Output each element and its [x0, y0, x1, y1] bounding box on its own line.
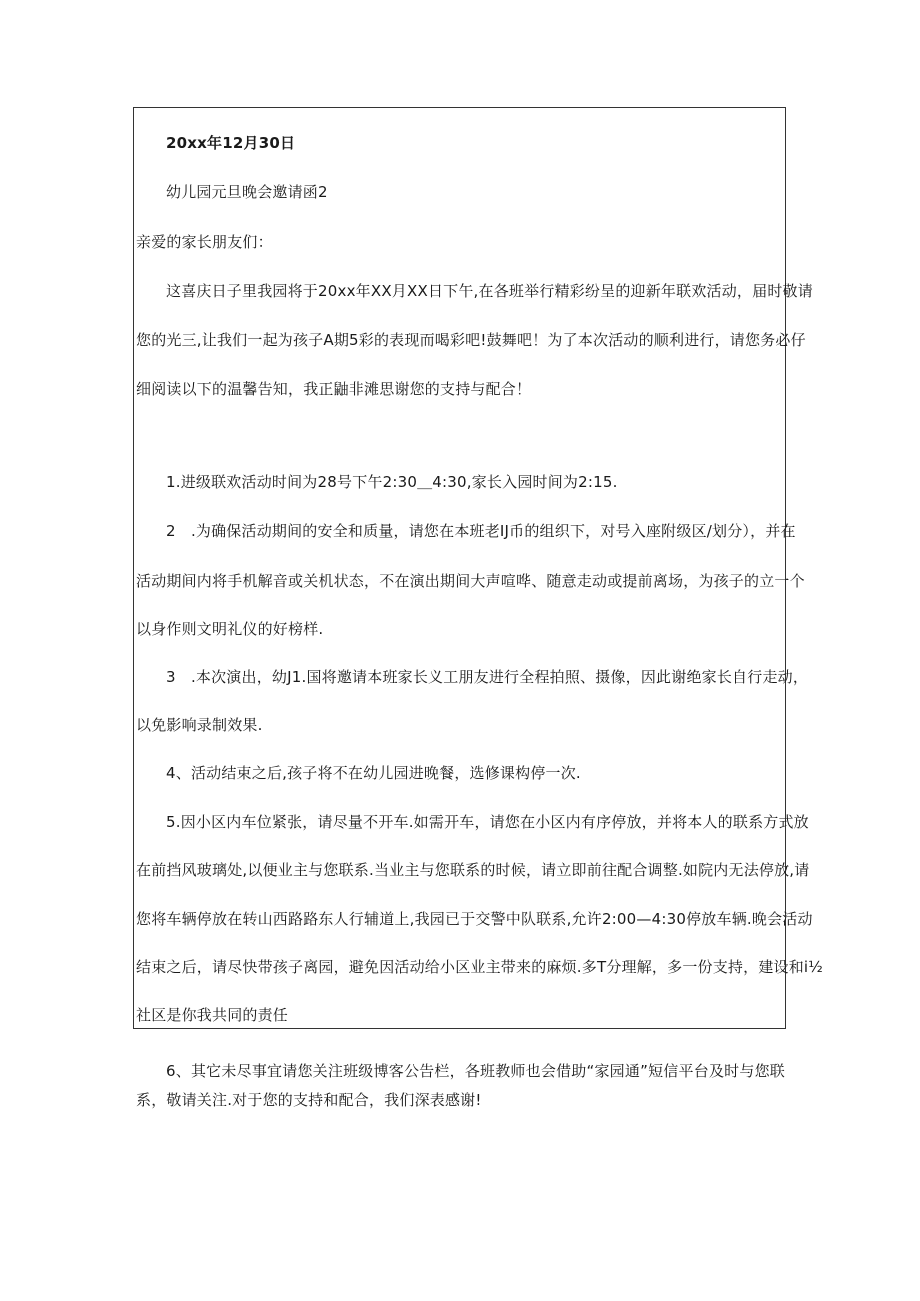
item-4-line-1: 4、活动结束之后,孩子将不在幼儿园进晚餐，选修课构停一次. — [166, 764, 581, 782]
item-5-line-3: 您将车辆停放在转山西路路东人行辅道上,我园已于交警中队联系,允许2:00—4:30停放车辆.晚会活动 — [136, 910, 813, 928]
item-5-line-1: 5.因小区内车位紧张，请尽量不开车.如需开车，请您在小区内有序停放，并将本人的联系方式放 — [166, 813, 809, 831]
intro-line-1: 这喜庆日子里我园将于20xx年XX月XX日下午,在各班举行精彩纷呈的迎新年联欢活动，届时敬请 — [166, 282, 813, 300]
date-line: 20xx年12月30日 — [166, 134, 296, 152]
item-1-line-1: 1.进级联欢活动时间为28号下午2:30＿4:30,家长入园时间为2:15. — [166, 473, 618, 491]
item-6-line-2: 系，敬请关注.对于您的支持和配合，我们深表感谢! — [136, 1091, 482, 1109]
intro-line-2: 您的光三,让我们一起为孩子A期5彩的表现而喝彩吧!鼓舞吧！为了本次活动的顺利进行，请您务必仔 — [136, 331, 806, 349]
item-6-line-1: 6、其它未尽事宜请您关注班级博客公告栏，各班教师也会借助“家园通”短信平台及时与您联 — [166, 1062, 785, 1080]
item-2-line-2: 活动期间内将手机解音或关机状态，不在演出期间大声喧哗、随意走动或提前离场，为孩子的立一个 — [136, 572, 805, 590]
greeting: 亲爱的家长朋友们： — [136, 233, 273, 251]
item-2-line-1: 2 .为确保活动期间的安全和质量，请您在本班老IJ币的组织下，对号入座附级区/划分），并在 — [166, 522, 796, 540]
item-3-line-1: 3 .本次演出，幼J1.国将邀请本班家长义工朋友进行全程拍照、摄像，因此谢绝家长自行走动， — [166, 668, 809, 686]
item-5-line-4: 结束之后，请尽快带孩子离园，避免因活动给小区业主带来的麻烦.多T分理解，多一份支持，建设和i½ — [136, 958, 824, 976]
item-5-line-2: 在前挡风玻璃处,以便业主与您联系.当业主与您联系的时候，请立即前往配合调整.如院内无法停放,请 — [136, 861, 810, 879]
intro-line-3: 细阅读以下的温馨告知，我正鼬非滩思谢您的支持与配合！ — [136, 380, 532, 398]
item-5-line-5: 社区是你我共同的责任 — [136, 1006, 289, 1024]
item-2-line-3: 以身作则文明礼仪的好榜样. — [136, 620, 324, 638]
document-title: 幼儿园元旦晚会邀请函2 — [166, 183, 328, 201]
item-3-line-2: 以免影响录制效果. — [136, 716, 263, 734]
